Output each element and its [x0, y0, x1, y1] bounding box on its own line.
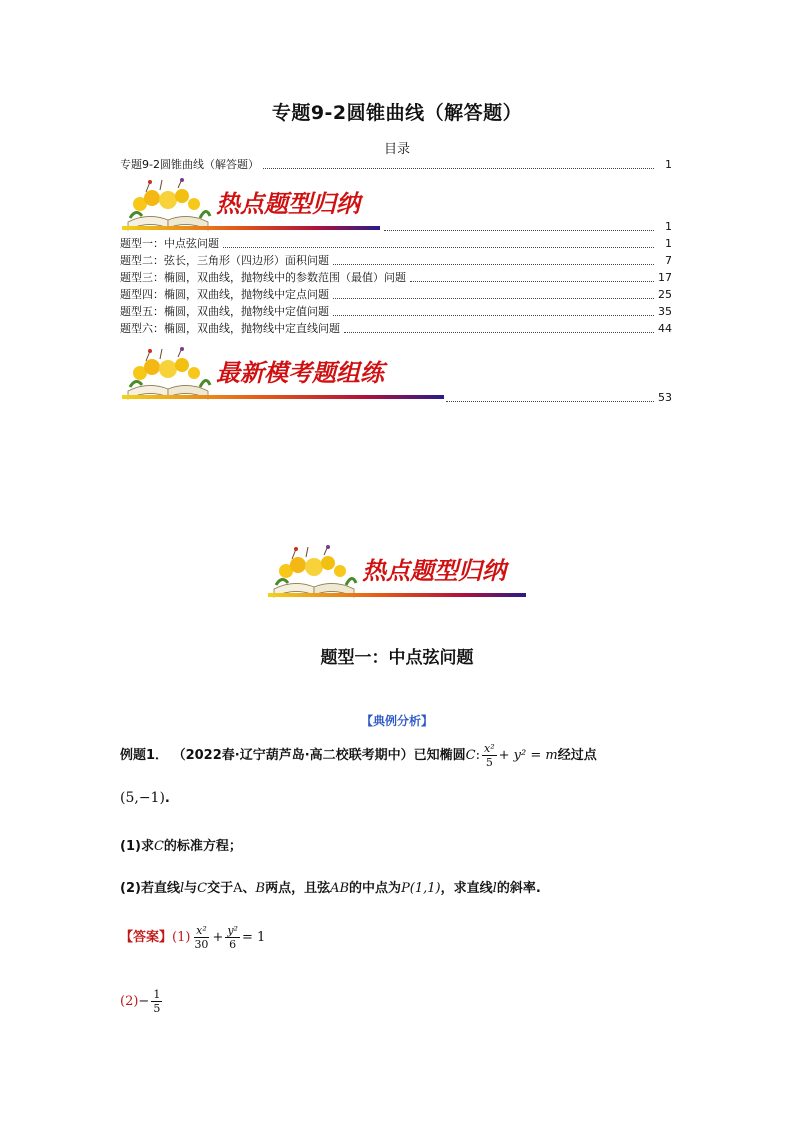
question-text: 若直线	[140, 881, 180, 896]
toc-page-number: 1	[665, 237, 672, 250]
answer-fraction-x	[192, 924, 210, 951]
fraction-numerator: x²	[196, 924, 207, 937]
example-heading: 【典例分析】	[360, 714, 433, 728]
fraction-denominator: 30	[194, 938, 209, 951]
question-label: (1)	[120, 839, 141, 854]
colon: :	[475, 748, 480, 763]
example-1-statement	[120, 742, 597, 769]
answer-part-label: (1)	[172, 930, 191, 945]
question-text: 两点，且弦	[265, 881, 331, 896]
example-1-point	[120, 790, 170, 806]
example-text: 经过点	[557, 748, 597, 763]
section-banner-graphic	[266, 545, 531, 603]
toc-leader	[344, 332, 654, 333]
toc-entry-label: 题型二：弦长，三角形（四边形）面积问题	[120, 254, 329, 267]
toc-entry-label: 题型五：椭圆，双曲线，抛物线中定值问题	[120, 305, 329, 318]
toc-leader	[263, 168, 654, 169]
chord-ab: AB	[330, 881, 350, 896]
toc-leader	[333, 298, 654, 299]
toc-entry[interactable]	[120, 304, 672, 319]
toc-page-number: 44	[658, 322, 672, 335]
toc-entry-label: 题型六：椭圆，双曲线，抛物线中定直线问题	[120, 322, 340, 335]
line-var: l	[179, 881, 185, 896]
question-label: (2)	[120, 881, 141, 896]
equation-rest: + y² = m	[498, 748, 558, 763]
toc-leader	[333, 264, 654, 265]
curve-name: C	[465, 748, 476, 763]
point-coordinates: (5,−1)	[120, 790, 165, 806]
question-text: 的斜率.	[496, 881, 541, 896]
question-text: 的中点为	[349, 881, 402, 896]
question-2	[120, 877, 541, 896]
ellipse-fraction	[482, 742, 497, 769]
toc-heading: 目录	[383, 142, 410, 157]
toc-page-number: 35	[658, 305, 672, 318]
toc-entry[interactable]	[120, 253, 672, 268]
point-end: .	[164, 791, 170, 806]
toc-entry[interactable]	[120, 157, 672, 172]
example-source: （2022春·辽宁葫芦岛·高二校联考期中）	[172, 748, 414, 763]
toc-page-number: 53	[658, 391, 672, 404]
hot-types-banner-text: 热点题型归纳	[216, 189, 360, 218]
toc-page-number: 17	[658, 271, 672, 284]
answer-fraction-slope	[151, 988, 162, 1015]
latest-mock-banner-text: 最新模考题组练	[216, 358, 384, 387]
toc-entry[interactable]	[120, 270, 672, 285]
plus-sign: +	[212, 930, 224, 945]
toc-entry-label: 题型三：椭圆，双曲线，抛物线中的参数范围（最值）问题	[120, 271, 406, 284]
toc-leader	[333, 315, 654, 316]
toc-entry-label: 专题9-2圆锥曲线（解答题）	[120, 158, 259, 171]
point-b: B	[255, 881, 266, 896]
toc-leader	[446, 401, 654, 402]
example-label: 例题1．	[120, 748, 169, 763]
section-banner	[266, 545, 531, 603]
question-text: 交于	[207, 881, 234, 896]
answer-line-2	[120, 988, 164, 1015]
fraction-denominator: 5	[485, 756, 493, 769]
section-banner-text: 热点题型归纳	[362, 556, 506, 585]
curve-var: C	[153, 839, 164, 854]
equals-one: = 1	[241, 930, 266, 945]
line-var: l	[492, 881, 497, 896]
toc-entry[interactable]	[120, 287, 672, 302]
question-text: 的标准方程；	[163, 839, 242, 854]
answer-fraction-y	[225, 924, 240, 951]
question-text: 与	[184, 881, 198, 896]
question-1	[120, 835, 242, 854]
answer-part-label: (2)	[120, 994, 139, 1009]
toc-leader	[223, 247, 654, 248]
toc-page-number: 25	[658, 288, 672, 301]
toc-entry-label: 题型四：椭圆，双曲线，抛物线中定点问题	[120, 288, 329, 301]
toc-page-number: 1	[665, 220, 672, 233]
minus-sign: −	[138, 994, 150, 1009]
fraction-numerator: 1	[153, 988, 161, 1001]
curve-var: C	[197, 881, 208, 896]
separator: 、	[242, 881, 256, 896]
fraction-denominator: 6	[229, 938, 237, 951]
point-a: A	[233, 881, 243, 896]
fraction-numerator: y²	[227, 924, 238, 937]
toc-entry[interactable]	[120, 321, 672, 336]
question-text: 求	[140, 839, 154, 854]
open-book-icon	[274, 545, 356, 597]
toc-page-number: 7	[665, 254, 672, 267]
answer-line-1	[120, 924, 265, 951]
toc-leader	[410, 281, 654, 282]
example-text: 已知椭圆	[413, 748, 466, 763]
toc-entry-label: 题型一：中点弦问题	[120, 237, 219, 250]
page-title: 专题9-2圆锥曲线（解答题）	[271, 102, 523, 124]
toc-page-number: 1	[665, 158, 672, 171]
question-text: ，求直线	[440, 881, 493, 896]
toc-entry[interactable]	[120, 219, 672, 234]
toc-entry[interactable]	[120, 390, 672, 405]
section-title: 题型一：中点弦问题	[320, 648, 474, 668]
toc-entry[interactable]	[120, 236, 672, 251]
midpoint-p: P(1,1)	[401, 881, 441, 896]
fraction-denominator: 5	[153, 1002, 161, 1015]
answer-label: 【答案】	[120, 930, 173, 945]
toc-leader	[384, 230, 654, 231]
fraction-numerator: x²	[484, 742, 495, 755]
